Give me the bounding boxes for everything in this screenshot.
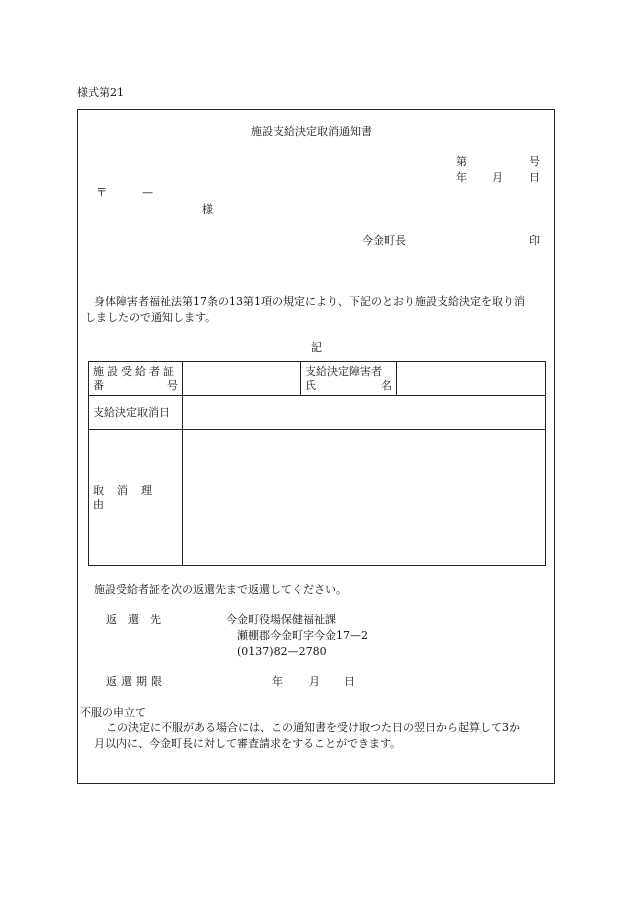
return-to-address: 瀬棚郡今金町字今金17—2	[237, 629, 368, 642]
cancel-date-label: 支給決定取消日	[89, 396, 183, 430]
postal-mark: 〒	[96, 186, 107, 199]
return-deadline-month: 月	[309, 675, 320, 688]
cancel-date-field[interactable]	[183, 396, 546, 430]
person-name-label-b: 名	[381, 378, 392, 392]
issuer-name: 今金町長	[362, 234, 406, 247]
person-name-label-line1: 支給決定障害者	[305, 364, 382, 378]
cert-number-label-b: 号	[167, 378, 178, 392]
form-number: 様式第21	[77, 86, 124, 99]
issue-number-prefix: 第	[456, 155, 467, 168]
body-text-line2: しましたので通知します。	[85, 311, 217, 324]
person-name-label-a: 氏	[305, 378, 316, 392]
cert-number-label	[89, 362, 183, 396]
postal-dash: —	[142, 186, 153, 199]
return-to-office: 今金町役場保健福祉課	[226, 613, 336, 626]
issue-number-suffix: 号	[529, 155, 540, 168]
return-note: 施設受給者証を次の返還先まで返還してください。	[94, 583, 347, 596]
appeal-heading: 不服の申立て	[80, 706, 146, 719]
recipient-honorific: 様	[202, 203, 213, 216]
body-text-line1: 身体障害者福祉法第17条の13第1項の規定により、下記のとおり施設支給決定を取り消	[94, 295, 525, 308]
appeal-text-line2: 月以内に、今金町長に対して審査請求をすることができます。	[94, 737, 402, 750]
reason-label: 取消理由	[89, 430, 183, 566]
issue-date-year: 年	[456, 171, 467, 184]
cert-number-field[interactable]	[183, 362, 301, 396]
reason-field[interactable]	[183, 430, 546, 566]
issue-date-month: 月	[492, 171, 503, 184]
cert-number-label-line1: 施設受給者証	[93, 364, 177, 378]
person-name-field[interactable]	[397, 362, 546, 396]
ki-heading: 記	[311, 341, 322, 354]
person-name-label	[301, 362, 397, 396]
return-deadline-label: 返還期限	[106, 675, 166, 688]
return-deadline-day: 日	[344, 675, 355, 688]
appeal-text-line1: この決定に不服がある場合には、この通知書を受け取つた日の翌日から起算して3か	[106, 721, 520, 734]
issue-date-day: 日	[529, 171, 540, 184]
issuer-seal: 印	[529, 234, 540, 247]
info-table	[88, 361, 546, 566]
return-to-phone: (0137)82—2780	[237, 645, 327, 658]
return-to-label: 返還先	[106, 613, 172, 626]
return-deadline-year: 年	[272, 675, 283, 688]
cert-number-label-a: 番	[93, 378, 104, 392]
document-title: 施設支給決定取消通知書	[251, 125, 372, 138]
